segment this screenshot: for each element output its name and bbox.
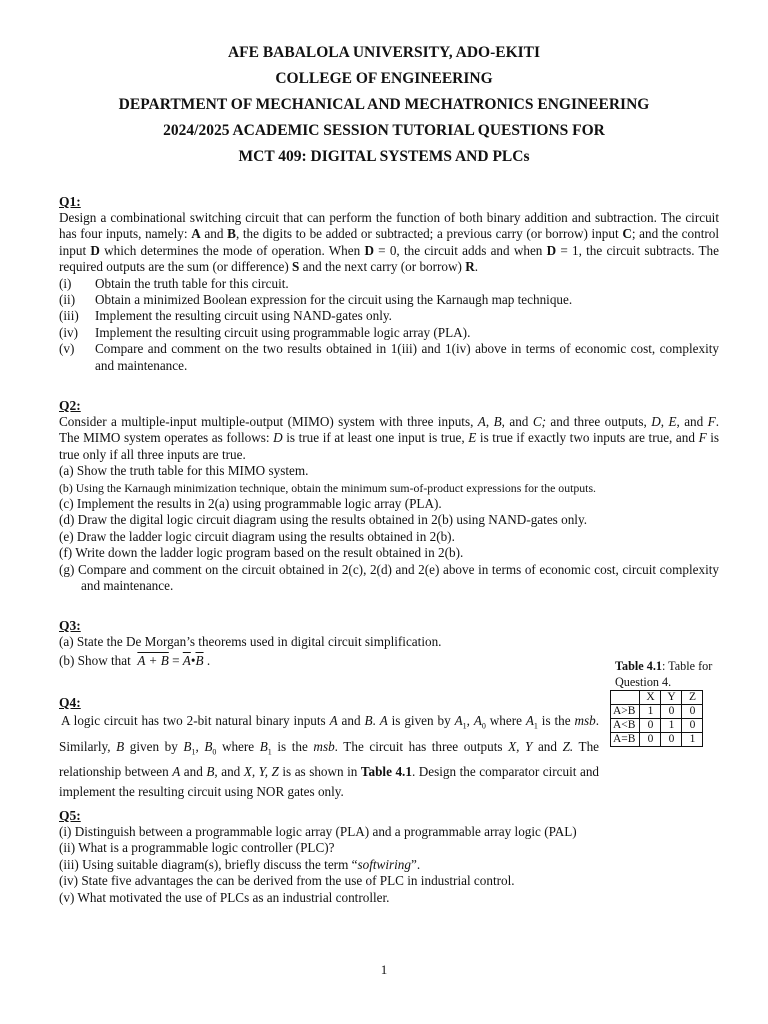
table-header-cell: Y (661, 691, 682, 705)
question-1-title: Q1: (59, 194, 81, 209)
question-1-intro: Design a combinational switching circuit that can perform the function of both binary addition and subtraction. The circuit has four inputs, namely: A and B, the digits to be added or subtracted; a previous carry (or borrow) input C; and the control input D which determines the mode of operation. When D = 0, the circuit adds and when D = 1, the circuit subtracts. The required outputs are the sum (or difference) S and the next carry (or borrow) R. (59, 210, 720, 275)
question-3-part-b: (b) Show that $A + B = \overline{A}•\overline{B}$ . (59, 653, 211, 669)
question-2 (59, 398, 719, 594)
question-2-item-g: (g) Compare and comment on the circuit obtained in 2(c), 2(d) and 2(e) above in terms of economic cost, circuit complexity and maintenance. (59, 561, 719, 594)
question-2-item-b: (b) Using the Karnaugh minimization technique, obtain the minimum sum-of-product expressions for the outputs. (59, 480, 596, 495)
question-2-item-d: (d) Draw the digital logic circuit diagram using the results obtained in 2(b) using NAND-gates only. (59, 512, 587, 528)
question-2-item-c: (c) Implement the results in 2(a) using programmable logic array (PLA). (59, 496, 442, 512)
table-header-cell: X (640, 691, 661, 705)
question-5-item-i: (i) Distinguish between a programmable logic array (PLA) and a programmable array logic (PAL) (59, 824, 577, 839)
table-header-row (611, 691, 703, 705)
question-4-text: A logic circuit has two 2-bit natural binary inputs A and B. A is given by $A_1$, $A_0$ where $A_1$ is the msb. Similarly, B given by $B_1$, $B_0$ where $B_1$ is the msb. The circuit has three outputs X, Y and Z. The relationship between A and B, and X, Y, Z is as shown in Table 4.1. Design the comparator circuit and implement the resulting circuit using NOR gates only. (59, 713, 600, 800)
table-4-1 (610, 690, 703, 747)
question-5-item-v: (v) What motivated the use of PLCs as an industrial controller. (59, 889, 390, 905)
question-5-item-ii: (ii) What is a programmable logic controller (PLC)? (59, 840, 335, 856)
question-5-item-iv: (iv) State five advantages the can be derived from the use of PLC in industrial control. (59, 873, 515, 889)
question-1 (59, 194, 719, 374)
question-2-intro: Consider a multiple-input multiple-output (MIMO) system with three inputs, A, B, and C; and three outputs, D, E, and F. The MIMO system operates as follows: D is true if at least one input is true, E is true if exactly two inputs are true, and F is true only if all three inputs are true. (59, 414, 720, 462)
question-4-title: Q4: (59, 695, 81, 710)
course-title: MCT 409: DIGITAL SYSTEMS AND PLCs (238, 148, 530, 165)
session-title: 2024/2025 ACADEMIC SESSION TUTORIAL QUESTIONS FOR (163, 122, 605, 139)
table-cell: 0 (682, 719, 703, 733)
question-1-item: (iii) Implement the resulting circuit using NAND-gates only. (59, 308, 392, 324)
question-2-item-a: (a) Show the truth table for this MIMO system. (59, 463, 309, 479)
question-1-item: (i) Obtain the truth table for this circuit. (59, 275, 289, 291)
table-cell: A=B (611, 733, 640, 747)
question-3-part-a: (a) State the De Morgan’s theorems used in digital circuit simplification. (59, 634, 442, 649)
table-cell: A>B (611, 705, 640, 719)
table-header-cell (611, 691, 640, 705)
table-cell: 1 (682, 733, 703, 747)
question-5-title: Q5: (59, 808, 81, 823)
question-5 (59, 808, 719, 906)
question-1-item: (ii) Obtain a minimized Boolean expression for the circuit using the Karnaugh map technique. (59, 292, 573, 308)
table-cell: 0 (682, 705, 703, 719)
table-cell: 0 (661, 705, 682, 719)
question-2-title: Q2: (59, 398, 81, 413)
university-name: AFE BABALOLA UNIVERSITY, ADO-EKITI (227, 44, 541, 61)
question-1-item: (iv) Implement the resulting circuit using programmable logic array (PLA). (59, 324, 471, 340)
table-4-1-caption: Table 4.1: Table for Question 4. (615, 659, 713, 689)
page-number: 1 (380, 962, 388, 977)
table-cell: 0 (640, 733, 661, 747)
question-2-item-f: (f) Write down the ladder logic program based on the result obtained in 2(b). (59, 545, 464, 561)
department-name: DEPARTMENT OF MECHANICAL AND MECHATRONICS ENGINEERING (118, 96, 650, 113)
document-header (0, 40, 768, 170)
question-1-item: (v) Compare and comment on the two results obtained in 1(iii) and 1(iv) above in terms of economic cost, complexity and maintenance. (59, 341, 719, 373)
table-cell: 0 (661, 733, 682, 747)
demorgan-rhs-a: $\overline{A}$ (182, 653, 191, 669)
table-row (611, 733, 703, 747)
demorgan-lhs: A + B (137, 653, 169, 669)
question-4 (59, 695, 599, 802)
question-3-title: Q3: (59, 618, 81, 633)
question-2-item-e: (e) Draw the ladder logic circuit diagram using the results obtained in 2(b). (59, 528, 455, 544)
college-name: COLLEGE OF ENGINEERING (275, 70, 493, 87)
table-cell: 1 (640, 705, 661, 719)
table-row (611, 719, 703, 733)
table-cell: A<B (611, 719, 640, 733)
table-header-cell: Z (682, 691, 703, 705)
table-row (611, 705, 703, 719)
table-cell: 1 (661, 719, 682, 733)
demorgan-rhs-b: $\overline{B}$ (195, 653, 204, 669)
question-5-item-iii: (iii) Using suitable diagram(s), briefly discuss the term “softwiring”. (59, 856, 421, 872)
table-cell: 0 (640, 719, 661, 733)
